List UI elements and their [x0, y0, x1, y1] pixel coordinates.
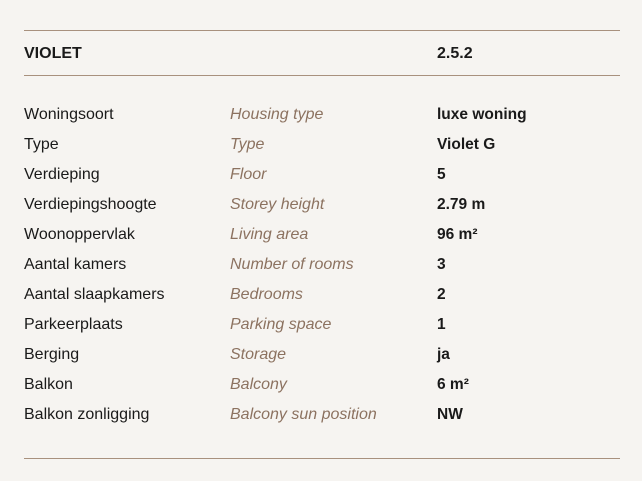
label-dutch: Parkeerplaats — [24, 316, 123, 333]
unit-code: 2.5.2 — [437, 45, 473, 62]
spec-row-type — [24, 130, 620, 160]
label-english: Number of rooms — [230, 256, 354, 273]
spec-row-storage — [24, 340, 620, 370]
label-dutch: Balkon zonligging — [24, 406, 150, 423]
property-name: VIOLET — [24, 45, 82, 62]
spec-row-balcony-sun-position — [24, 400, 620, 430]
header-divider — [24, 75, 620, 76]
label-dutch: Verdiepingshoogte — [24, 196, 157, 213]
label-english: Living area — [230, 226, 309, 243]
spec-value: luxe woning — [437, 106, 527, 123]
spec-row-bedrooms — [24, 280, 620, 310]
label-english: Storage — [230, 346, 287, 363]
label-dutch: Balkon — [24, 376, 73, 393]
label-english: Balcony sun position — [230, 406, 377, 423]
label-english: Type — [230, 136, 265, 153]
spec-value: ja — [437, 346, 450, 363]
spec-table — [24, 100, 620, 430]
label-dutch: Woonoppervlak — [24, 226, 135, 243]
spec-value: NW — [437, 406, 463, 423]
spec-row-storey-height — [24, 190, 620, 220]
label-english: Housing type — [230, 106, 324, 123]
spec-row-parking-space — [24, 310, 620, 340]
spec-value: 6 m² — [437, 376, 469, 393]
label-english: Storey height — [230, 196, 325, 213]
label-english: Floor — [230, 166, 267, 183]
label-dutch: Berging — [24, 346, 80, 363]
top-divider — [24, 30, 620, 31]
spec-header — [24, 44, 620, 64]
label-english: Parking space — [230, 316, 332, 333]
bottom-divider — [24, 458, 620, 459]
spec-value: 3 — [437, 256, 446, 273]
label-english: Bedrooms — [230, 286, 303, 303]
spec-value: 2 — [437, 286, 446, 303]
label-dutch: Type — [24, 136, 59, 153]
property-spec-sheet — [24, 0, 620, 481]
spec-value: Violet G — [437, 136, 496, 153]
label-dutch: Aantal kamers — [24, 256, 127, 273]
label-dutch: Woningsoort — [24, 106, 114, 123]
spec-value: 96 m² — [437, 226, 478, 243]
spec-value: 1 — [437, 316, 446, 333]
spec-row-living-area — [24, 220, 620, 250]
spec-row-housing-type — [24, 100, 620, 130]
label-dutch: Aantal slaapkamers — [24, 286, 165, 303]
spec-value: 2.79 m — [437, 196, 486, 213]
label-english: Balcony — [230, 376, 287, 393]
spec-row-balcony — [24, 370, 620, 400]
spec-row-number-of-rooms — [24, 250, 620, 280]
spec-row-floor — [24, 160, 620, 190]
label-dutch: Verdieping — [24, 166, 100, 183]
spec-value: 5 — [437, 166, 446, 183]
